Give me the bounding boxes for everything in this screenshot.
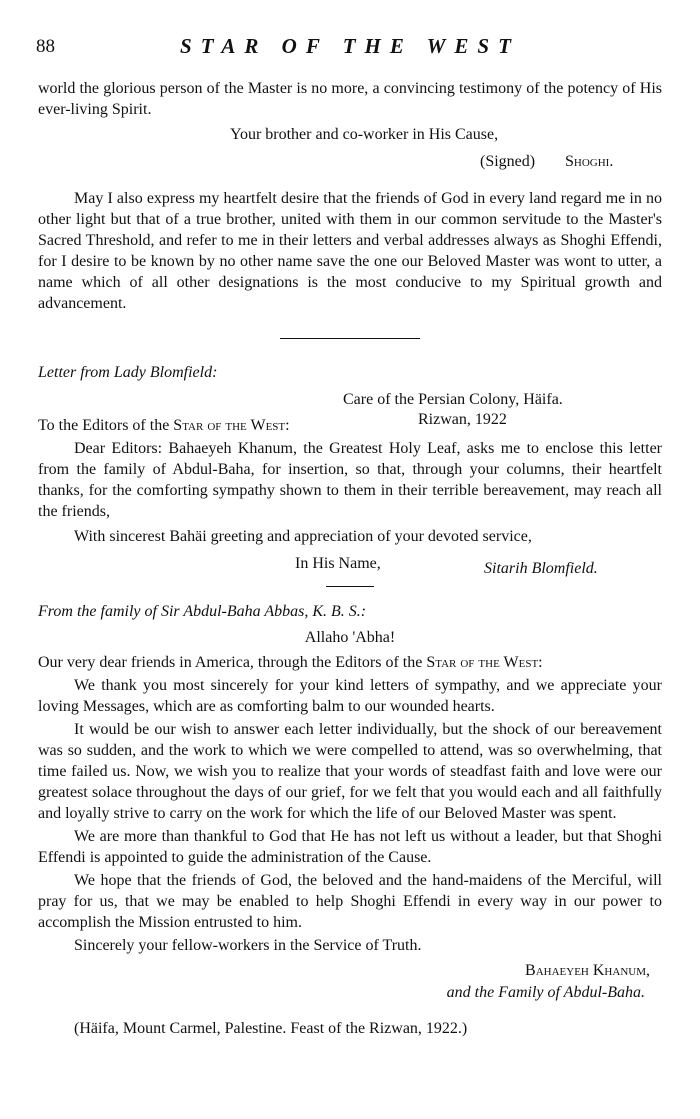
page — [38, 0, 662, 1039]
blomfield-heading: Letter from Lady Blomfield: — [38, 364, 218, 381]
intro-closing-row — [38, 124, 662, 146]
family-paragraph: We thank you most sincerely for your kind letters of sympathy, and we appreciate your loving Messages, which are as comforting balm to our wounded hearts. — [38, 677, 662, 715]
intro-signature-row — [38, 151, 662, 173]
blomfield-salutation — [38, 415, 290, 436]
family-invocation: Allaho 'Abha! — [304, 629, 396, 646]
magazine-name: Star of the West — [173, 417, 286, 434]
blomfield-body: Dear Editors: Bahaeyeh Khanum, the Greatest Holy Leaf, asks me to enclose this letter from the family of Abdul-Baha, for insertion, so that, through your columns, their heartfelt thanks, for the comforting sympathy shown to them in their terrible bereavement, may reach all the friends, — [38, 440, 662, 520]
intro-closing: Your brother and co-worker in His Cause, — [230, 126, 499, 143]
blomfield-address: Care of the Persian Colony, Häifa. — [343, 391, 563, 408]
bahaeyeh-signature: Bahaeyeh Khanum, — [525, 962, 650, 979]
family-signature-row-2 — [38, 982, 662, 1004]
page-header — [38, 0, 662, 60]
signed-label: (Signed) — [480, 153, 536, 170]
request-paragraph: May I also express my heartfelt desire that the friends of God in every land regard me in no other light but that of a true brother, united with them in our common servitude to the Master's Sacred Threshold, and refer to me in their letters and verbal addresses always as Shoghi Effendi, for I desire to be known by no other name save the one our Beloved Master was wont to utter, a name which of all other designations is the most conducive to my Spiritual growth and advancement. — [38, 190, 662, 312]
salutation-prefix: To the Editors of the — [38, 417, 174, 434]
family-heading: From the family of Sir Abdul-Baha Abbas, K. B. S.: — [38, 603, 367, 620]
blomfield-address-row — [38, 389, 662, 411]
intro-paragraph: world the glorious person of the Master is no more, a convincing testimony of the potency of His ever-living Spirit. — [38, 80, 662, 118]
salutation-suffix: : — [285, 417, 290, 434]
family-salutation — [38, 652, 662, 673]
family-dateline: (Häifa, Mount Carmel, Palestine. Feast of the Rizwan, 1922.) — [74, 1020, 468, 1037]
running-title: STAR OF THE WEST — [180, 34, 520, 58]
family-signature-row — [38, 960, 662, 982]
intro-section — [38, 78, 662, 173]
family-closing: Sincerely your fellow-workers in the Service of Truth. — [74, 937, 422, 954]
short-divider — [326, 586, 374, 587]
family-signature: and the Family of Abdul-Baha. — [446, 984, 645, 1001]
blomfield-greeting: With sincerest Bahäi greeting and appreciation of your devoted service, — [74, 528, 532, 545]
blomfield-date: Rizwan, 1922 — [418, 411, 507, 428]
section-divider — [280, 338, 420, 339]
blomfield-letter — [38, 362, 662, 579]
family-paragraph: It would be our wish to answer each letter individually, but the shock of our bereavement was so sudden, and the work to which we were compelled to attend, was so overwhelming, that time failed us. Now, we wish you to realize that your words of steadfast faith and love were our greatest solace throughout the days of our grief, for we felt that you would each and all faithfully and loyally strive to carry on the work for which the life of our Beloved Master was spent. — [38, 721, 662, 822]
family-salutation-suffix: : — [538, 654, 543, 671]
shoghi-signature: Shoghi. — [565, 153, 614, 170]
family-magazine-name: Star of the West — [426, 654, 539, 671]
blomfield-signature: Sitarih Blomfield. — [484, 560, 598, 577]
family-paragraph: We are more than thankful to God that He has not left us without a leader, but that Shoghi Effendi is appointed to guide the administration of the Cause. — [38, 828, 662, 866]
family-paragraph: We hope that the friends of God, the beloved and the hand-maidens of the Merciful, will pray for us, that we may be enabled to help Shoghi Effendi in every way in our power to accomplish the Mission entrusted to him. — [38, 872, 662, 931]
blomfield-closing: In His Name, — [295, 555, 381, 572]
family-letter — [38, 601, 662, 1039]
blomfield-salutation-row — [38, 409, 662, 433]
blomfield-signature-row — [38, 553, 662, 579]
page-number: 88 — [36, 36, 55, 57]
family-salutation-prefix: Our very dear friends in America, through the Editors of the — [38, 654, 427, 671]
